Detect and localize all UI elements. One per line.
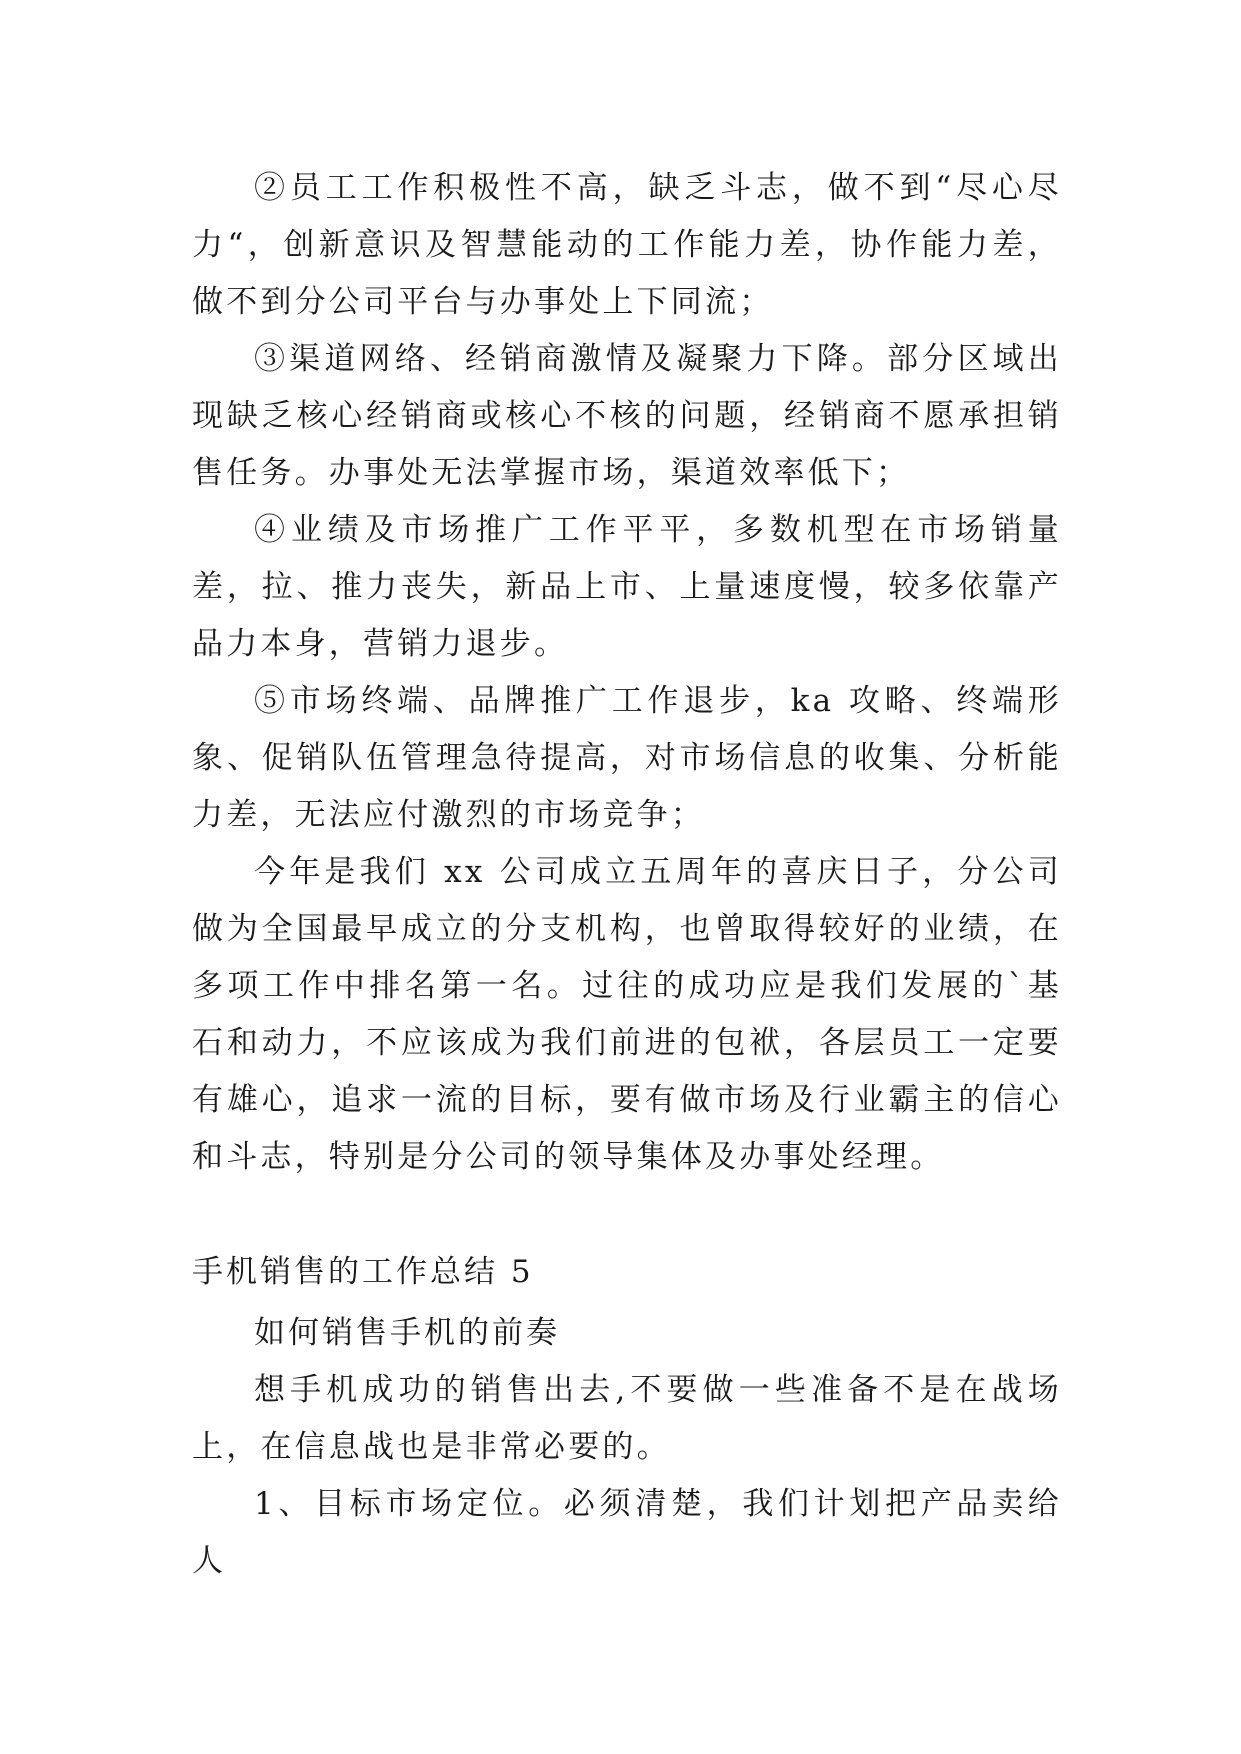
document-body — [192, 160, 1062, 1590]
paragraph-item-2: ②员工工作积极性不高，缺乏斗志，做不到“尽心尽力“，创新意识及智慧能动的工作能力差，协作能力差，做不到分公司平台与办事处上下同流； — [192, 170, 1062, 320]
paragraph-preparation: 想手机成功的销售出去,不要做一些准备不是在战场上，在信息战也是非常必要的。 — [192, 1372, 1062, 1465]
paragraph-target-market: 1、目标市场定位。必须清楚，我们计划把产品卖给人 — [192, 1486, 1062, 1579]
paragraph-anniversary: 今年是我们 xx 公司成立五周年的喜庆日子，分公司做为全国最早成立的分支机构，也曾取得较好的业绩，在多项工作中排名第一名。过往的成功应是我们发展的`基石和动力，不应该成为我们前进的包袱，各层员工一定要有雄心，追求一流的目标，要有做市场及行业霸主的信心和斗志，特别是分公司的领导集体及办事处经理。 — [192, 854, 1062, 1175]
section-title: 手机销售的工作总结 5 — [192, 1254, 534, 1290]
paragraph-item-5: ⑤市场终端、品牌推广工作退步，ka 攻略、终端形象、促销队伍管理急待提高，对市场信息的收集、分析能力差，无法应付激烈的市场竞争； — [192, 683, 1062, 833]
paragraph-item-3: ③渠道网络、经销商激情及凝聚力下降。部分区域出现缺乏核心经销商或核心不核的问题，经销商不愿承担销售任务。办事处无法掌握市场，渠道效率低下； — [192, 341, 1062, 491]
paragraph-item-4: ④业绩及市场推广工作平平，多数机型在市场销量差，拉、推力丧失，新品上市、上量速度慢，较多依靠产品力本身，营销力退步。 — [192, 512, 1062, 662]
subheading: 如何销售手机的前奏 — [254, 1315, 560, 1351]
